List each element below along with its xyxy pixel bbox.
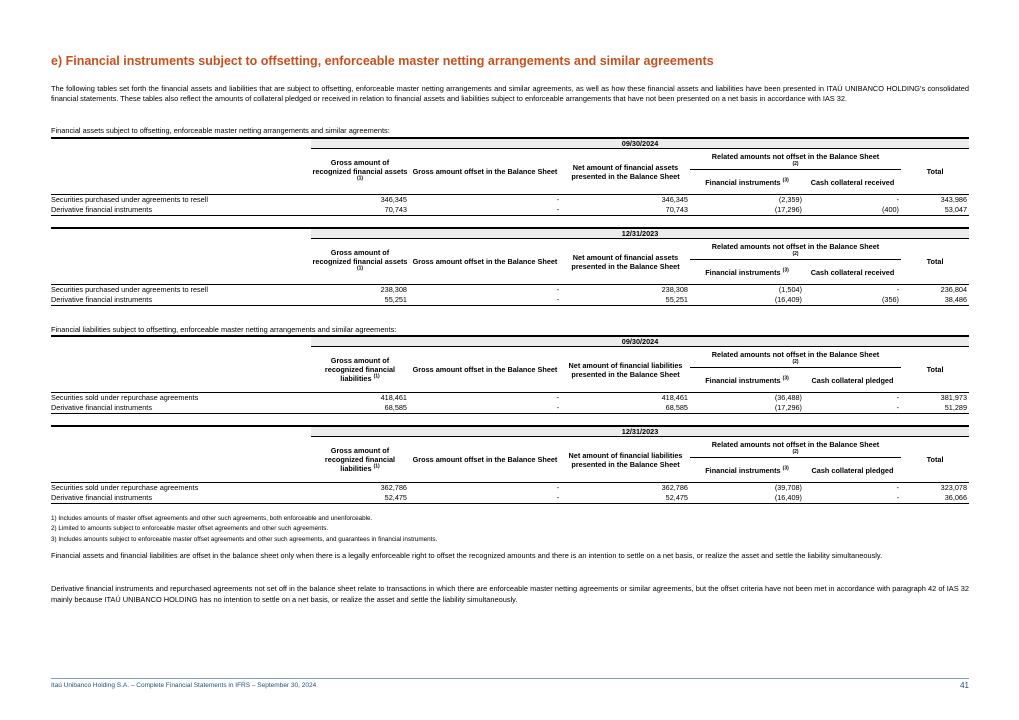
cash-collateral-header: Cash collateral received <box>810 177 895 187</box>
gross-value: 52,475 <box>384 493 407 502</box>
related-amounts-header: Related amounts not offset in the Balance Sheet (2) <box>690 149 901 170</box>
financial-instruments-value: (17,296) <box>774 403 802 412</box>
row-label: Securities sold under repurchase agreements <box>51 393 199 402</box>
net-value: 70,743 <box>665 205 688 214</box>
not-offset-paragraph: Derivative financial instruments and repurchased agreements not set off in the balance sheet relate to transactions in which there are enforceable master netting agreements or similar agreements, but the offset criteria have not been met in accordance with paragraph 42 of IAS 32 mainly because ITAÚ UNIBANCO HOLDING has no intention to settle on a net basis, or realize the asset and settle the liability simultaneously. <box>51 584 969 604</box>
financial-instruments-value: (16,409) <box>774 493 802 502</box>
related-amounts-header: Related amounts not offset in the Balance Sheet (2) <box>690 347 901 368</box>
offset-value: - <box>556 205 559 214</box>
table-row <box>51 285 969 295</box>
financial-instruments-header: Financial instruments $^{(3)}$ <box>705 375 789 385</box>
gross-value: 70,743 <box>384 205 407 214</box>
cash-collateral-header: Cash collateral pledged <box>811 465 894 475</box>
net-value: 68,585 <box>665 403 688 412</box>
liabilities-table-2023 <box>51 425 969 504</box>
offset-value: - <box>556 393 559 402</box>
total-value: 236,804 <box>940 285 968 294</box>
offset-value: - <box>556 285 559 294</box>
table-row <box>51 295 969 305</box>
intro-paragraph: The following tables set forth the financial assets and liabilities that are subject to offsetting, enforceable master netting arrangements and similar agreements, as well as how these financial assets and liabilities have been presented in ITAÚ UNIBANCO HOLDING's consolidated financial statements. These tables also reflect the amounts of collateral pledged or received in relation to financial assets and liabilities subject to enforceable arrangements that have not been presented on a net basis in accordance with IAS 32. <box>51 84 969 104</box>
financial-instruments-header: Financial instruments $^{(3)}$ <box>705 465 789 475</box>
table-row <box>51 483 969 493</box>
offset-value: - <box>556 295 559 304</box>
gross-amount-header: Gross amount of recognized financial assets $^{(1)}$ <box>312 158 408 182</box>
gross-offset-header: Gross amount offset in the Balance Sheet <box>412 365 558 374</box>
total-value: 323,078 <box>940 483 968 492</box>
offset-value: - <box>556 483 559 492</box>
total-value: 36,066 <box>944 493 968 502</box>
gross-value: 346,345 <box>380 195 407 204</box>
row-label: Securities sold under repurchase agreements <box>51 483 199 492</box>
cash-collateral-value: - <box>896 393 899 402</box>
gross-value: 418,461 <box>380 393 407 402</box>
cash-collateral-value: (356) <box>881 295 899 304</box>
footnote-2: 2) Limited to amounts subject to enforceable master offset agreements and other such agreements. <box>51 525 329 533</box>
gross-amount-header: Gross amount of recognized financial liabilities $^{(1)}$ <box>324 356 396 383</box>
total-header: Total <box>926 167 944 176</box>
financial-instruments-value: (39,708) <box>774 483 802 492</box>
total-value: 381,973 <box>940 393 968 402</box>
total-header: Total <box>926 365 944 374</box>
financial-instruments-value: (16,409) <box>774 295 802 304</box>
cash-collateral-value: - <box>896 195 899 204</box>
footnote-1: 1) Includes amounts of master offset agreements and other such agreements, both enforceable and unenforceable. <box>51 515 373 522</box>
total-value: 53,047 <box>944 205 968 214</box>
net-amount-header: Net amount of financial liabilities presented in the Balance Sheet <box>568 450 683 469</box>
row-label: Securities purchased under agreements to resell <box>51 195 208 204</box>
footnote-3: 3) Includes amounts subject to enforceable master offset agreements and other such agreements, and guarantees in financial instruments. <box>51 535 438 543</box>
total-header: Total <box>926 455 944 464</box>
net-value: 52,475 <box>665 493 688 502</box>
table-row <box>51 393 969 403</box>
related-amounts-header: Related amounts not offset in the Balance Sheet (2) <box>690 437 901 458</box>
offset-value: - <box>556 403 559 412</box>
total-value: 51,289 <box>944 403 968 412</box>
row-label: Derivative financial instruments <box>51 493 152 502</box>
cash-collateral-value: (400) <box>881 205 899 214</box>
net-amount-header: Net amount of financial liabilities presented in the Balance Sheet <box>568 360 683 379</box>
gross-offset-header: Gross amount offset in the Balance Sheet <box>412 455 558 464</box>
financial-instruments-value: (2,359) <box>778 195 802 204</box>
financial-instruments-header: Financial instruments $^{(3)}$ <box>705 177 789 187</box>
table-date: 12/31/2023 <box>311 426 969 437</box>
financial-instruments-value: (36,488) <box>774 393 802 402</box>
footer-title: Itaú Unibanco Holding S.A. – Complete Financial Statements in IFRS – September 30, 2024 <box>51 682 317 689</box>
assets-table-2024 <box>51 137 969 216</box>
financial-instruments-value: (1,504) <box>778 285 802 294</box>
gross-value: 68,585 <box>384 403 407 412</box>
gross-amount-header: Gross amount of recognized financial assets $^{(1)}$ <box>312 248 408 272</box>
table-row <box>51 493 969 503</box>
section-heading: e) Financial instruments subject to offsetting, enforceable master netting arrangements and similar agreements <box>51 54 714 68</box>
table-date: 12/31/2023 <box>311 228 969 239</box>
total-value: 343,986 <box>940 195 968 204</box>
total-value: 38,486 <box>944 295 968 304</box>
gross-value: 362,786 <box>380 483 407 492</box>
table-row <box>51 195 969 205</box>
page-number: 41 <box>960 681 969 690</box>
total-header: Total <box>926 257 944 266</box>
assets-caption: Financial assets subject to offsetting, enforceable master netting arrangements and similar agreements: <box>51 126 390 135</box>
footnotes <box>51 514 437 545</box>
cash-collateral-value: - <box>896 493 899 502</box>
gross-offset-header: Gross amount offset in the Balance Sheet <box>412 257 558 266</box>
gross-offset-header: Gross amount offset in the Balance Sheet <box>412 167 558 176</box>
cash-collateral-value: - <box>896 403 899 412</box>
net-value: 55,251 <box>665 295 688 304</box>
net-amount-header: Net amount of financial assets presented in the Balance Sheet <box>571 162 680 181</box>
row-label: Derivative financial instruments <box>51 403 152 412</box>
cash-collateral-value: - <box>896 483 899 492</box>
financial-instruments-header: Financial instruments $^{(3)}$ <box>705 267 789 277</box>
cash-collateral-value: - <box>896 285 899 294</box>
table-row <box>51 205 969 215</box>
row-label: Derivative financial instruments <box>51 205 152 214</box>
offset-value: - <box>556 493 559 502</box>
financial-instruments-value: (17,296) <box>774 205 802 214</box>
gross-amount-header: Gross amount of recognized financial liabilities $^{(1)}$ <box>324 446 396 473</box>
related-amounts-header: Related amounts not offset in the Balance Sheet (2) <box>690 239 901 260</box>
liabilities-caption: Financial liabilities subject to offsetting, enforceable master netting arrangements and similar agreements: <box>51 325 397 334</box>
cash-collateral-header: Cash collateral pledged <box>811 375 894 385</box>
net-value: 362,786 <box>661 483 688 492</box>
cash-collateral-header: Cash collateral received <box>810 267 895 277</box>
offset-policy-paragraph: Financial assets and financial liabilities are offset in the balance sheet only when there is a legally enforceable right to offset the recognized amounts and there is an intention to settle on a net basis, or realize the asset and settle the liability simultaneously. <box>51 551 883 560</box>
net-value: 238,308 <box>661 285 688 294</box>
table-date: 09/30/2024 <box>311 336 969 347</box>
gross-value: 238,308 <box>380 285 407 294</box>
row-label: Derivative financial instruments <box>51 295 152 304</box>
offset-value: - <box>556 195 559 204</box>
assets-table-2023 <box>51 227 969 306</box>
liabilities-table-2024 <box>51 335 969 414</box>
gross-value: 55,251 <box>384 295 407 304</box>
net-value: 346,345 <box>661 195 688 204</box>
row-label: Securities purchased under agreements to resell <box>51 285 208 294</box>
net-value: 418,461 <box>661 393 688 402</box>
net-amount-header: Net amount of financial assets presented in the Balance Sheet <box>571 252 680 271</box>
table-row <box>51 403 969 413</box>
footer-divider <box>51 678 969 679</box>
table-date: 09/30/2024 <box>311 138 969 149</box>
